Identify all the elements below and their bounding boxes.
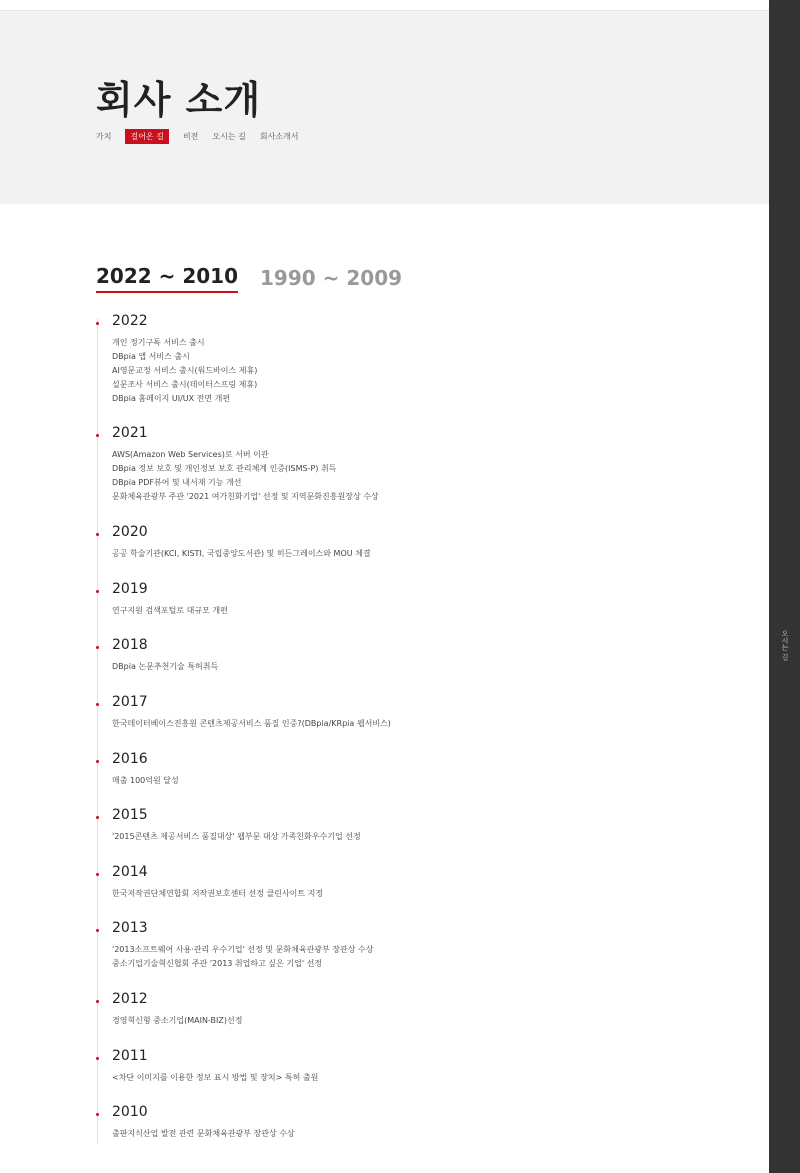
timeline-event: DBpia 홈페이지 UI/UX 전면 개편: [112, 394, 231, 403]
timeline-year: 2015: [112, 807, 148, 823]
page-header: [0, 11, 769, 204]
timeline-year: 2013: [112, 920, 148, 936]
timeline-year: 2012: [112, 991, 148, 1007]
timeline-event: AI영문교정 서비스 출시(워드바이스 제휴): [112, 366, 258, 375]
timeline-dot-icon: [96, 1057, 99, 1060]
sidebar-link-directions[interactable]: 오시는 길: [781, 630, 789, 661]
period-tab[interactable]: 2022 ~ 2010: [96, 264, 238, 293]
timeline-event: 공공 학술기관(KCI, KISTI, 국립중앙도서관) 및 히든그레이스와 MOU 체결: [112, 549, 371, 558]
timeline-events: [112, 774, 179, 788]
timeline-events: [112, 1071, 318, 1085]
timeline-event: DBpia 정보 보호 및 개인정보 보호 관리체계 인증(ISMS-P) 취득: [112, 464, 337, 473]
timeline-dot-icon: [96, 703, 99, 706]
subnav-item[interactable]: 가치: [96, 132, 112, 141]
timeline-dot-icon: [96, 816, 99, 819]
subnav-item[interactable]: 오시는 길: [212, 132, 246, 141]
timeline-events: [112, 717, 391, 731]
timeline-year: 2021: [112, 425, 148, 441]
timeline-event: 한국데이터베이스진흥원 콘텐츠제공서비스 품질 인증?(DBpia/KRpia 웹서비스): [112, 719, 391, 728]
timeline-events: [112, 448, 379, 504]
timeline-event: DBpia 앱 서비스 출시: [112, 352, 190, 361]
timeline-event: 출판지식산업 발전 관련 문화체육관광부 장관상 수상: [112, 1129, 295, 1138]
timeline-dot-icon: [96, 760, 99, 763]
right-sidebar: [769, 0, 800, 1173]
timeline-events: [112, 660, 218, 674]
period-tab[interactable]: 1990 ~ 2009: [260, 266, 403, 290]
timeline-year: 2018: [112, 637, 148, 653]
timeline-dot-icon: [96, 590, 99, 593]
timeline-dot-icon: [96, 322, 99, 325]
timeline-event: <차단 이미지를 이용한 정보 표시 방법 및 장치> 특허 출원: [112, 1073, 319, 1082]
timeline-event: 한국저작권단체연합회 저작권보호센터 선정 클린사이트 지정: [112, 889, 324, 898]
timeline-year: 2020: [112, 524, 148, 540]
timeline-events: [112, 1014, 242, 1028]
timeline-events: [112, 604, 228, 618]
timeline-events: [112, 1127, 295, 1141]
timeline-dot-icon: [96, 1000, 99, 1003]
timeline-events: [112, 336, 257, 406]
timeline-year: 2014: [112, 864, 148, 880]
timeline-year: 2016: [112, 751, 148, 767]
timeline-year: 2010: [112, 1104, 148, 1120]
timeline-event: 경영혁신형 중소기업(MAIN-BIZ)선정: [112, 1016, 243, 1025]
timeline-event: DBpia 논문추천기술 특허취득: [112, 662, 219, 671]
period-tabs: [96, 264, 424, 293]
top-bar: [0, 0, 769, 11]
timeline-event: 중소기업기술혁신협회 주관 '2013 취업하고 싶은 기업' 선정: [112, 959, 323, 968]
history-timeline: [97, 313, 757, 1144]
timeline-dot-icon: [96, 646, 99, 649]
timeline-event: 매출 100억원 달성: [112, 776, 179, 785]
timeline-events: [112, 830, 361, 844]
subnav-item[interactable]: 회사소개서: [259, 132, 299, 141]
timeline-event: AWS(Amazon Web Services)로 서버 이관: [112, 450, 269, 459]
timeline-dot-icon: [96, 1113, 99, 1116]
timeline-event: '2013소프트웨어 사용·관리 우수기업' 선정 및 문화체육관광부 장관상 수상: [112, 945, 374, 954]
page-title: 회사 소개: [96, 78, 262, 122]
timeline-year: 2017: [112, 694, 148, 710]
timeline-dot-icon: [96, 533, 99, 536]
subnav-item[interactable]: 걸어온 길: [125, 129, 168, 144]
subnav-item[interactable]: 비전: [182, 132, 199, 141]
timeline-event: 연구지원 검색포털로 대규모 개편: [112, 606, 228, 615]
timeline-events: [112, 547, 371, 561]
timeline-year: 2011: [112, 1048, 148, 1064]
sub-navigation: [96, 129, 313, 144]
timeline-dot-icon: [96, 929, 99, 932]
timeline-event: DBpia PDF뷰어 및 내서재 기능 개선: [112, 478, 242, 487]
timeline-year: 2022: [112, 313, 148, 329]
timeline-event: 개인 정기구독 서비스 출시: [112, 338, 205, 347]
timeline-event: 문화체육관광부 주관 '2021 여가친화기업' 선정 및 지역문화진흥원장상 수상: [112, 492, 379, 501]
timeline-event: 설문조사 서비스 출시(데이터스프링 제휴): [112, 380, 258, 389]
timeline-dot-icon: [96, 873, 99, 876]
timeline-events: [112, 943, 373, 971]
timeline-year: 2019: [112, 581, 148, 597]
timeline-event: '2015콘텐츠 제공서비스 품질대상' 웹부문 대상 가족친화우수기업 선정: [112, 832, 361, 841]
timeline-events: [112, 887, 323, 901]
timeline-dot-icon: [96, 434, 99, 437]
